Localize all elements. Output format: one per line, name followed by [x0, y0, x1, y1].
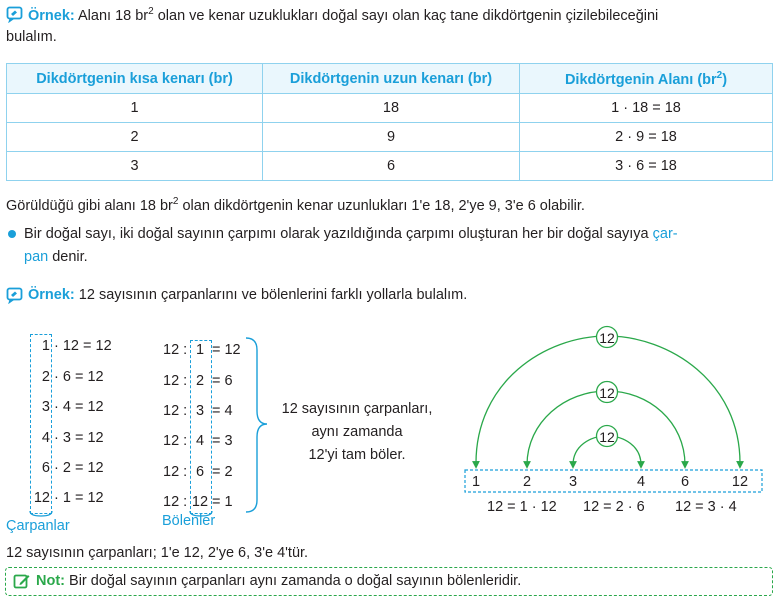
- divisor-dividend: 12 :: [163, 342, 188, 358]
- table-cell: 1: [7, 94, 263, 123]
- table-row: [7, 123, 773, 152]
- observation-exponent: 2: [172, 196, 179, 207]
- note-body: Bir doğal sayının çarpanları aynı zamanda o doğal sayının bölenleridir.: [65, 573, 522, 589]
- header-area-text: Dikdörtgenin Alanı (br: [564, 71, 717, 88]
- factor-product: · 4 = 12: [54, 399, 104, 415]
- divisor-value: 1: [195, 342, 205, 358]
- table-cell: 9: [263, 123, 520, 152]
- example-label: Örnek:: [28, 287, 75, 303]
- diagram-equation: 12 = 1 · 12: [487, 499, 557, 515]
- divisor-value: 3: [195, 403, 205, 419]
- table-cell: 1 · 18 = 18: [520, 94, 773, 123]
- header-area: [520, 64, 773, 94]
- factor-product: · 12 = 12: [54, 338, 112, 354]
- definition-line-2: [24, 249, 88, 265]
- diagram-number: 12: [731, 474, 749, 490]
- diagram-number: 4: [636, 474, 646, 490]
- edit-note-icon: [13, 573, 30, 590]
- brace-text-line: 12'yi tam böler.: [308, 447, 406, 463]
- factors-label: Çarpanlar: [6, 518, 70, 534]
- header-close: ): [722, 71, 728, 88]
- divisor-value: 12: [191, 494, 209, 510]
- diagram-number: 3: [568, 474, 578, 490]
- brace-text-line: aynı zamanda: [311, 424, 403, 440]
- definition-term-a: çar-: [652, 226, 678, 242]
- definition-term-b: pan: [24, 249, 49, 265]
- arc-outer-left: [476, 336, 607, 465]
- factor-product: · 3 = 12: [54, 430, 104, 446]
- arc-label: 12: [599, 429, 615, 445]
- table-cell: 3: [7, 152, 263, 181]
- divisor-dividend: 12 :: [163, 403, 188, 419]
- header-long-side: Dikdörtgenin uzun kenarı (br): [263, 64, 520, 94]
- diagram-number: 6: [680, 474, 690, 490]
- factor-value: 1: [41, 338, 50, 354]
- factor-value: 4: [41, 430, 50, 446]
- divisors-label: Bölenler: [162, 513, 216, 529]
- example-text-a: Alanı 18 br: [77, 7, 149, 24]
- divisors-dashed-box: [190, 340, 212, 514]
- diagram-equation: 12 = 2 · 6: [583, 499, 645, 515]
- diagram-number: 1: [471, 474, 481, 490]
- table-cell: 18: [263, 94, 520, 123]
- divisor-result: = 3: [212, 433, 233, 449]
- diagram-equation: 12 = 3 · 4: [675, 499, 737, 515]
- bullet-icon: [8, 230, 16, 238]
- divisor-value: 4: [195, 433, 205, 449]
- arc-middle-left: [527, 391, 607, 465]
- definition-text-b: denir.: [48, 249, 88, 265]
- factor-value: 6: [41, 460, 50, 476]
- example-1-text: [28, 6, 658, 24]
- header-short-side: Dikdörtgenin kısa kenarı (br): [7, 64, 263, 94]
- arc-middle-right: [607, 391, 685, 465]
- divisor-value: 2: [195, 373, 205, 389]
- table-row: [7, 152, 773, 181]
- diagram-number: 2: [522, 474, 532, 490]
- divisor-dividend: 12 :: [163, 464, 188, 480]
- factor-product: · 2 = 12: [54, 460, 104, 476]
- observation-a: Görüldüğü gibi alanı 18 br: [6, 197, 173, 214]
- divisor-dividend: 12 :: [163, 373, 188, 389]
- example-1-text-cont: bulalım.: [6, 29, 57, 45]
- header-exponent: 2: [716, 69, 723, 81]
- divisor-result: = 6: [212, 373, 233, 389]
- rectangle-table: [6, 63, 773, 181]
- table-cell: 3 · 6 = 18: [520, 152, 773, 181]
- factor-value: 2: [41, 369, 50, 385]
- arc-outer-right: [607, 336, 740, 465]
- table-cell: 2: [7, 123, 263, 152]
- definition-text-a: Bir doğal sayı, iki doğal sayının çarpımı olarak yazıldığında çarpımı oluşturan her bir doğal sayıya: [24, 226, 653, 242]
- factor-product: · 6 = 12: [54, 369, 104, 385]
- divisor-value: 6: [195, 464, 205, 480]
- observation-b: olan dikdörtgenin kenar uzunlukları 1'e 18, 2'ye 9, 3'e 6 olabilir.: [178, 197, 585, 214]
- divisor-dividend: 12 :: [163, 433, 188, 449]
- conclusion-text: 12 sayısının çarpanları; 1'e 12, 2'ye 6, 3'e 4'tür.: [6, 545, 309, 561]
- arc-label: 12: [599, 330, 615, 346]
- note-label: Not:: [36, 573, 65, 589]
- example-label: Örnek:: [28, 7, 75, 24]
- factor-value: 3: [41, 399, 50, 415]
- factors-dashed-box: [30, 334, 52, 514]
- factor-arc-diagram: [455, 322, 775, 522]
- speech-bubble-icon: [6, 287, 23, 304]
- factor-value: 12: [33, 490, 50, 506]
- table-row: [7, 94, 773, 123]
- divisor-result: = 12: [212, 342, 241, 358]
- factor-product: · 1 = 12: [54, 490, 104, 506]
- divisor-result: = 2: [212, 464, 233, 480]
- example-text-b: olan ve kenar uzuklukları doğal sayı olan kaç tane dikdörtgenin çizilebileceğini: [153, 7, 659, 24]
- table-cell: 6: [263, 152, 520, 181]
- brace-text-line: 12 sayısının çarpanları,: [281, 401, 433, 417]
- table-header-row: [7, 64, 773, 94]
- table-cell: 2 · 9 = 18: [520, 123, 773, 152]
- definition-line-1: [24, 226, 678, 242]
- example-2-body: 12 sayısının çarpanlarını ve bölenlerini farklı yollarla bulalım.: [78, 287, 468, 303]
- example-2-text: [28, 287, 467, 303]
- observation-text: [6, 196, 585, 214]
- speech-bubble-icon: [6, 6, 23, 23]
- curly-brace: [243, 336, 271, 516]
- note-text: [36, 573, 521, 589]
- divisor-result: = 1: [212, 494, 233, 510]
- exponent: 2: [148, 6, 154, 17]
- divisor-dividend: 12 :: [163, 494, 188, 510]
- arc-label: 12: [599, 385, 615, 401]
- divisor-result: = 4: [212, 403, 233, 419]
